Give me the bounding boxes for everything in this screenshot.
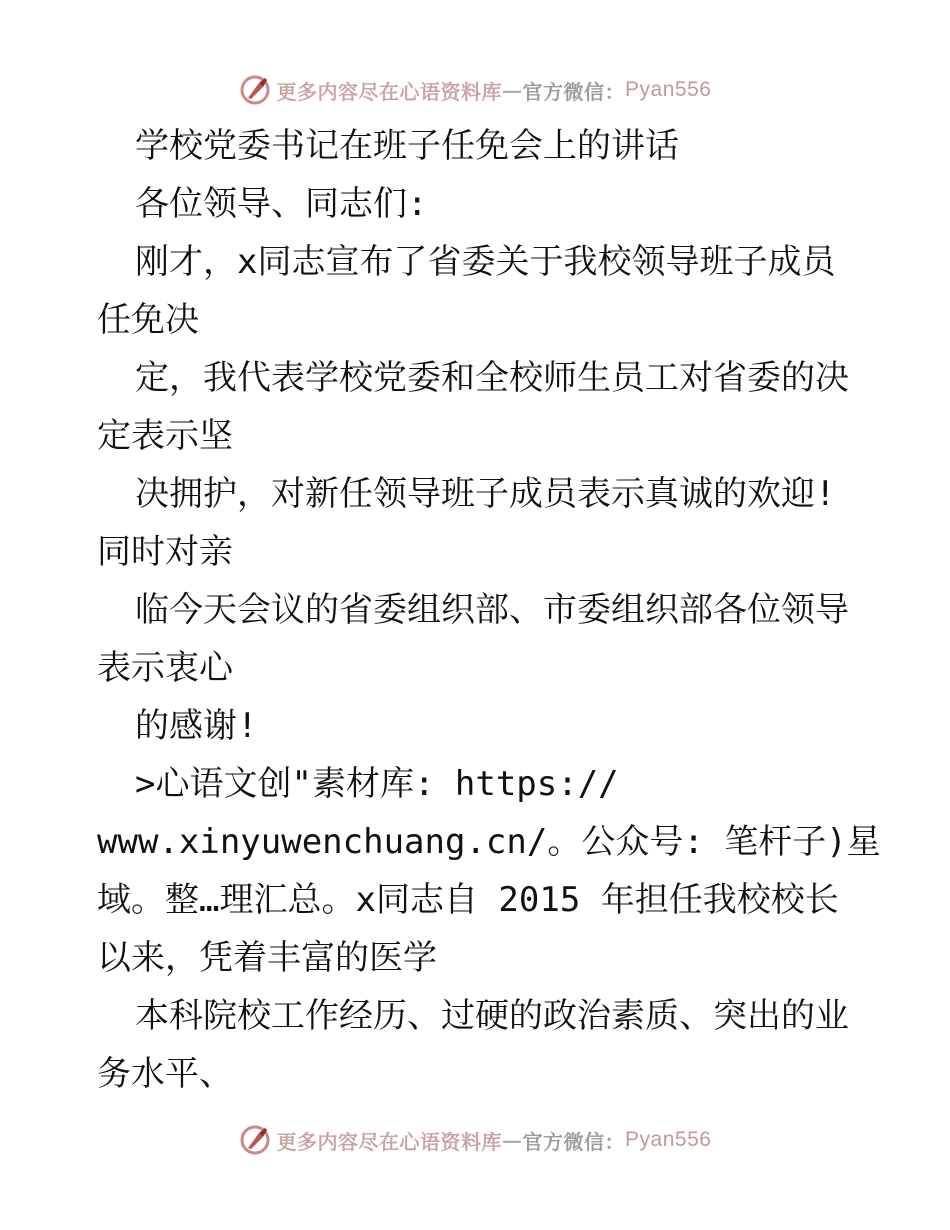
text-line: 决拥护，对新任领导班子成员表示真诚的欢迎! <box>135 474 836 514</box>
salutation: 各位领导、同志们: <box>135 184 428 224</box>
text-line: >心语文创"素材库: https:// <box>135 764 619 804</box>
text-line: www.xinyuwenchuang.cn/。公众号: 笔杆子)星 <box>97 822 881 862</box>
pen-nib-circle-icon <box>239 74 271 106</box>
pen-nib-circle-icon <box>239 1124 271 1156</box>
text-line: 任免决 <box>97 300 199 340</box>
footer-watermark <box>0 1120 950 1160</box>
text-line: 同时对亲 <box>97 532 233 572</box>
text-line: 的感谢! <box>135 706 258 746</box>
watermark-wechat-label: 官方微信： <box>522 79 626 104</box>
header-watermark <box>0 70 950 110</box>
watermark-wechat-id: Pyan556 <box>625 1128 712 1151</box>
watermark-separator: — <box>502 1128 523 1152</box>
watermark-wechat-id: Pyan556 <box>625 78 712 101</box>
text-line: 刚才，x同志宣布了省委关于我校领导班子成员 <box>135 242 836 282</box>
text-line: 以来，凭着丰富的医学 <box>97 938 437 978</box>
watermark-wechat-label: 官方微信： <box>522 1129 626 1154</box>
text-line: 定，我代表学校党委和全校师生员工对省委的决 <box>135 358 849 398</box>
document-title: 学校党委书记在班子任免会上的讲话 <box>135 126 679 166</box>
watermark-separator: — <box>502 78 523 102</box>
text-line: 务水平、 <box>97 1054 233 1094</box>
text-line: 本科院校工作经历、过硬的政治素质、突出的业 <box>135 996 849 1036</box>
text-line: 域。整…理汇总。x同志自 2015 年担任我校校长 <box>97 880 839 920</box>
text-line: 表示衷心 <box>97 648 233 688</box>
watermark-site-text: 更多内容尽在心语资料库 <box>276 1129 503 1154</box>
text-line: 临今天会议的省委组织部、市委组织部各位领导 <box>135 590 849 630</box>
document-body <box>97 117 881 1103</box>
watermark-site-text: 更多内容尽在心语资料库 <box>276 79 503 104</box>
text-line: 定表示坚 <box>97 416 233 456</box>
